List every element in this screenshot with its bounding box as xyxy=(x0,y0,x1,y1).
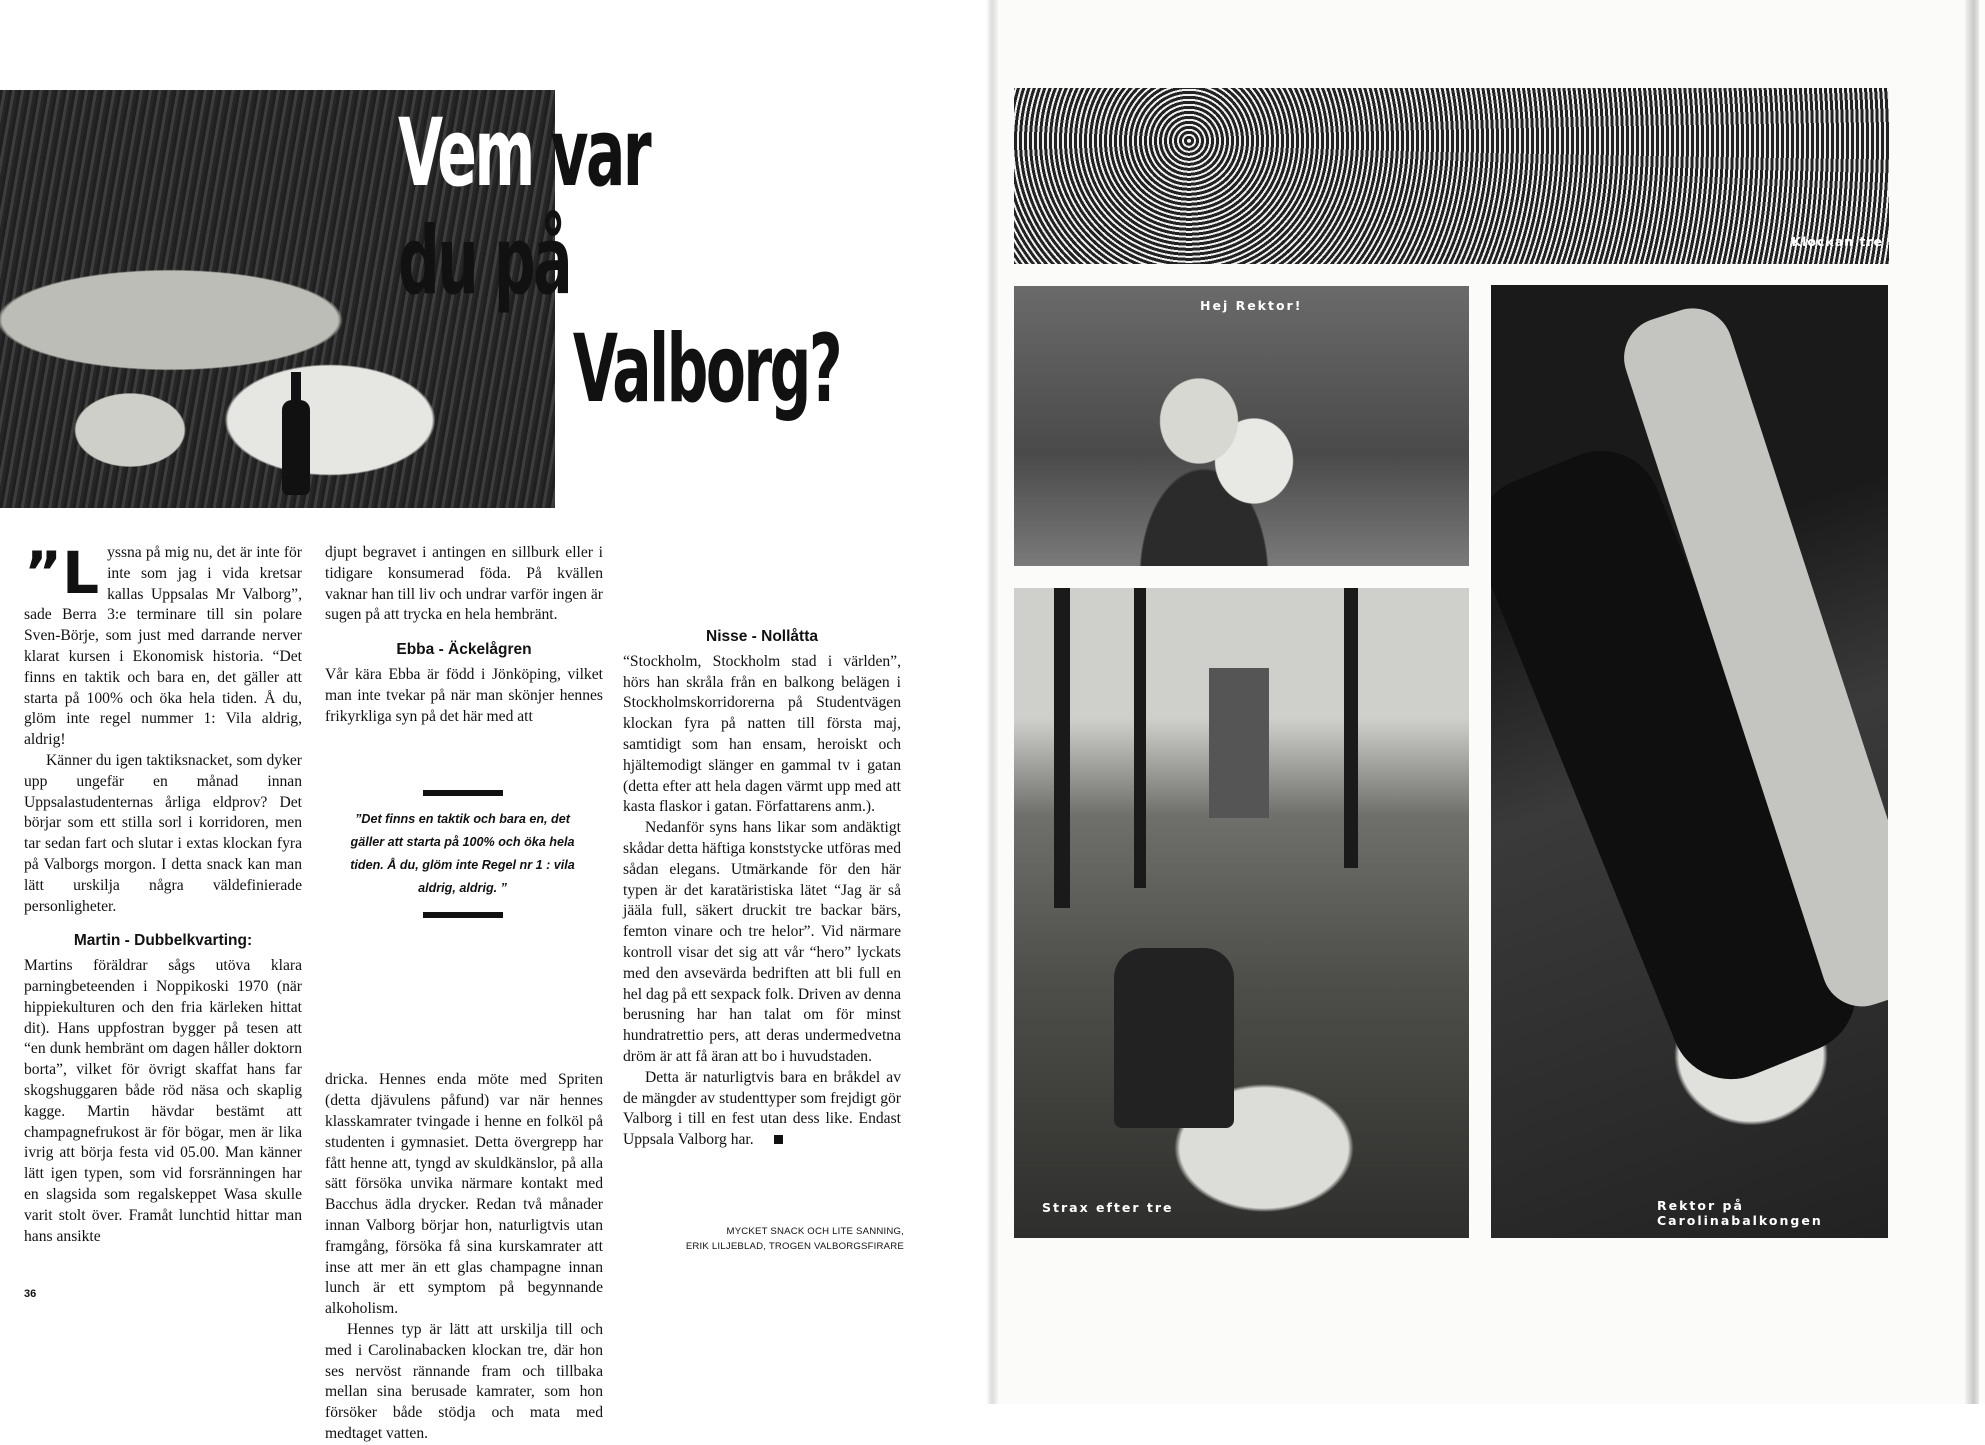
bottle-icon xyxy=(282,400,310,495)
photo-waving-students xyxy=(1014,286,1469,566)
tree-trunk xyxy=(1134,588,1146,888)
photo-park-litter xyxy=(1014,588,1469,1238)
byline xyxy=(640,1224,904,1254)
left-page xyxy=(0,0,992,1442)
title-word-white: Vem xyxy=(398,99,533,208)
castle-tower xyxy=(1209,668,1269,818)
article-paragraph: djupt begravet i antingen en sillburk eller i tidigare konsumerad föda. På kvällen vaknar han till liv och undrar varför ingen är sugen på att trycka en hela hembränt. xyxy=(325,544,603,624)
article-column-1 xyxy=(24,539,302,1247)
article-paragraph: Martins föräldrar sågs utöva klara parningbeteenden i Noppikoski 1970 (när hippiekulturen och den fria kärleken hittat dit). Hans uppfostran bygger på tesen att “en dunk hembränt om dagen håller doktorn borta”, vilket för övrigt skaffat hans far skogshuggaren både röd näsa och skaplig kagge. Martin hävdar bestämt att champagnefrukost är för bögar, men är lika ivrig att börja festa vid 05.00. Man känner lätt igen typen, som vid forsränningen har en slagsida som regalskeppet Wasa skulle varit stolt över. Framåt lunchtid hittar man hans ansikte xyxy=(24,957,302,1245)
byline-line1: MYCKET SNACK OCH LITE SANNING, xyxy=(726,1226,904,1237)
tree-trunk xyxy=(1054,588,1070,908)
page-number: 36 xyxy=(24,1288,37,1300)
article-closing: Detta är naturligtvis bara en bråkdel av de mängder av studenttyper som frejdigt gör Valborg i till en fest utan dess like. Endast Uppsala Valborg har. xyxy=(623,1068,901,1149)
divider xyxy=(423,912,503,918)
article-paragraph: Nedanför syns hans likar som andäktigt skådar detta häftiga konststycke utföras med sådan elegans. Utmärkande för den här typen är det karatäristiska lätet “Jag är så jääla full, säkert druckit tre backar bärs, femton vinare och tre helor”. Vid närmare kontroll visar det sig att vår “hero” lyckats med den avsevärda bedriften att bli full en hel dag på ett sexpack folk. Driven av denna berusning har han talat om för minst hundratrettio pers, att deras undermedvetna dröm är att få äran att bo i huvudstaden. xyxy=(623,819,901,1065)
photo-rektor-pointing xyxy=(1491,285,1888,1238)
caption-rektor: Rektor på Carolinabalkongen xyxy=(1657,1198,1823,1228)
byline-line2: ERIK LILJEBLAD, TROGEN VALBORGSFIRARE xyxy=(685,1241,904,1252)
caption-crowd: Klockan tre xyxy=(1791,234,1883,249)
article-paragraph: dricka. Hennes enda möte med Spriten (detta djävulens påfund) var när hennes klasskamrater tvingade i henne en folköl på studenten i gymnasiet. Detta övergrepp har fått henne att, tyngd av skuldkänslor, på alla sätt försöka unvika närmare kontakt med Bacchus ädla drycker. Redan två månader innan Valborg börjar hon, naturligtvis utan framgång, försöka få sina kurskamrater att inse att mer än ett glas champagne innan lunch är ett symptom på begynnande alkoholism. xyxy=(325,1071,603,1318)
end-mark-icon xyxy=(774,1135,783,1144)
article-column-2 xyxy=(325,543,603,1445)
subheading-ebba: Ebba - Äckelågren xyxy=(396,641,532,659)
drop-cap: ”L xyxy=(24,539,100,607)
pull-quote-text: ”Det finns en taktik och bara en, det gäller att starta på 100% och öka hela tiden. Å du, glöm inte Regel nr 1 : vila aldrig, aldrig. ” xyxy=(350,812,575,895)
page-title xyxy=(398,99,841,424)
article-paragraph: Känner du igen taktiksnacket, som dyker upp ungefär en månad innan Uppsalastudenternas årliga eldprov? Det börjar som ett stilla sorl i korridoren, men tar sedan fart och slutar i extas klockan fyra på Valborgs morgon. I detta snack kan man lätt urskilja några väldefinierade personligheter. xyxy=(24,751,302,915)
pull-quote xyxy=(340,790,585,918)
caption-park: Strax efter tre xyxy=(1042,1200,1174,1215)
subheading-nisse: Nisse - Nollåtta xyxy=(706,628,818,645)
tree-trunk xyxy=(1344,588,1358,868)
article-paragraph: Hennes typ är lätt att urskilja till och med i Carolinabacken klockan tre, där hon ses nervöst rännande fram och tillbaka mellan sina berusade kamrater, som hon försöker både stödja och mata med medtaget vatten. xyxy=(325,1320,603,1442)
subheading-martin: Martin - Dubbelkvarting: xyxy=(73,932,253,950)
caption-wave: Hej Rektor! xyxy=(1200,298,1303,313)
trash-can xyxy=(1114,948,1234,1128)
title-line1-rest: var du på xyxy=(398,99,650,316)
page-gutter xyxy=(986,0,998,1404)
photo-crowd xyxy=(1014,88,1889,264)
article-column-3 xyxy=(623,541,901,1151)
article-paragraph: “Stockholm, Stockholm stad i världen”, hörs han skråla från en balkong belägen i Stockholmskorridorerna på Studentvägen klockan fyra på natten till första maj, samtidigt som han ensam, heroiskt och hjältemodigt slänger en gammal tv i gatan (detta efter att hela dagen värmt upp med att kasta flaskor i gatan. Författarens anm.). xyxy=(623,652,901,816)
page-edge xyxy=(1965,0,1979,1404)
article-intro: yssna på mig nu, det är inte för inte som jag i vida kretsar kallas Uppsalas Mr Valborg”, sade Berra 3:e terminare till sin polare Sven-Börje, som just med darrande nerver klarat kursen i Ekonomisk historia. “Det finns en taktik och bara en, det gäller att starta på 100% och öka hela tiden. Å du, glöm inte regel nummer 1: Vila aldrig, aldrig! xyxy=(24,544,302,749)
divider xyxy=(423,790,503,796)
article-paragraph: Vår kära Ebba är född i Jönköping, vilket man inte tvekar på när man skönjer hennes frikyrkliga syn på det här med att xyxy=(325,665,603,725)
title-line2: Valborg? xyxy=(572,315,841,424)
